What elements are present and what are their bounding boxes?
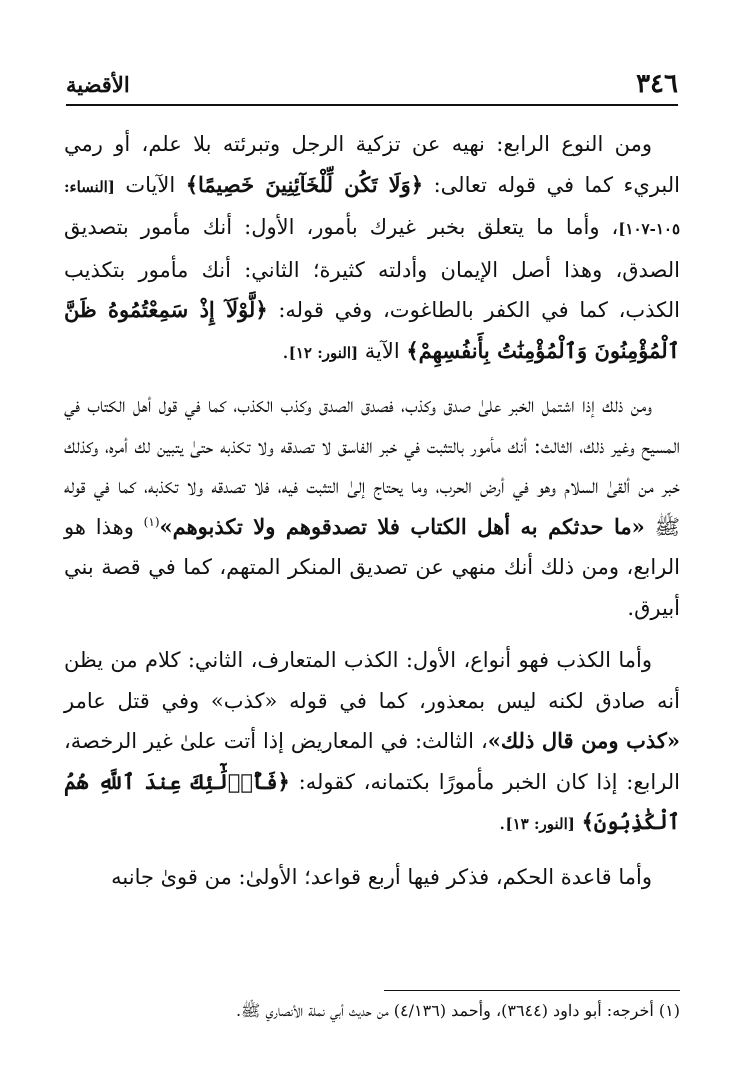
verse-reference: [النور: ١٢] (288, 343, 359, 362)
verse-reference: [النور: ١٣] (505, 815, 575, 833)
text-run: ومن النوع الرابع: نهيه عن تزكية الرجل وتبرئته بلا علم، أو رمي البريء كما في قوله تعالى: (64, 132, 680, 197)
text-run: . (282, 338, 289, 363)
text-run: الآيات (114, 172, 186, 197)
text-run: وهذا هو الرابع، ومن ذلك أنك منهي عن تصديق المنكر المتهم، كما في قصة بني أبيرق. (64, 514, 680, 620)
footnote-divider (384, 990, 680, 991)
hadith-quote: «ما حدثكم به أهل الكتاب فلا تصدقوهم ولا تكذبوهم» (159, 513, 645, 539)
text-run: وأما الكذب فهو أنواع، الأول: الكذب المتعارف، الثاني: كلام من يظن أنه صادق لكنه ليس بمعذور، كما في قوله «كذب» وفي قتل عامر (64, 648, 680, 713)
quran-verse: ﴿فَأُو۟لَٰٓئِكَ عِندَ ٱللَّهِ هُمُ ٱلْكَٰذِبُونَ﴾ (64, 768, 680, 834)
text-run: وأما قاعدة الحكم، فذكر فيها أربع قواعد؛ الأولىٰ: من قوىٰ جانبه (111, 864, 652, 889)
body-text (64, 124, 680, 909)
text-run: ، وأما ما يتعلق بخبر غيرك بأمور، الأول: أنك مأمور بتصديق الصدق، وهذا أصل الإيمان وأدلته كثيرة؛ الثاني: أنك مأمور بتكذيب الكذب، كما في الكفر بالطاغوت، وفي قوله: (64, 215, 680, 322)
footnote: (١) أخرجه: أبو داود (٣٦٤٤)، وأحمد (٤/١٣٦) من حديث أبي نملة الأنصاري ﷺ. (235, 1001, 680, 1020)
footnote-marker: (١) (143, 514, 160, 529)
text-run: ومن ذلك إذا اشتمل الخبر علىٰ صدق وكذب، فصدق الصدق وكذب الكذب، كما في قول أهل الكتاب في المسيح وغير ذلك، الثالث: أنك مأمور بالتثبت في خبر الفاسق لا تصدقه ولا تكذبه حتىٰ يتبين لك أمره، وكذلك خبر من ألقىٰ السلام وهو في أرض الحرب، وما يحتاج إلىٰ التثبت فيه، فلا تصدقه ولا تكذبه، كما في قوله ﷺ (64, 393, 680, 539)
running-title: الأقضية (66, 71, 130, 97)
paragraph-3 (64, 640, 680, 845)
paragraph-1 (64, 124, 680, 373)
page-header (66, 64, 678, 106)
paragraph-4 (64, 857, 680, 898)
hadith-quote: «كذب ومن قال ذلك» (487, 728, 680, 753)
paragraph-2 (64, 385, 680, 628)
page-number: ٣٤٦ (636, 69, 678, 99)
verse-reference: [النساء: ١٠٥-١٠٧] (64, 177, 680, 238)
text-run: . (498, 810, 506, 834)
quran-verse: ﴿وَلَا تَكُن لِّلْخَآئِنِينَ خَصِيمًا﴾ (185, 171, 424, 197)
text-run: الآية (358, 338, 407, 363)
text-run: ، الثالث: في المعاريض إذا أتت علىٰ غير الرخصة، الرابع: إذا كان الخبر مأمورًا بكتمانه، كقوله: (64, 729, 680, 794)
quran-verse: ﴿لَّوْلَآ إِذْ سَمِعْتُمُوهُ ظَنَّ ٱلْمُؤْمِنُونَ وَٱلْمُؤْمِنَٰتُ بِأَنفُسِهِمْ﴾ (64, 297, 680, 363)
